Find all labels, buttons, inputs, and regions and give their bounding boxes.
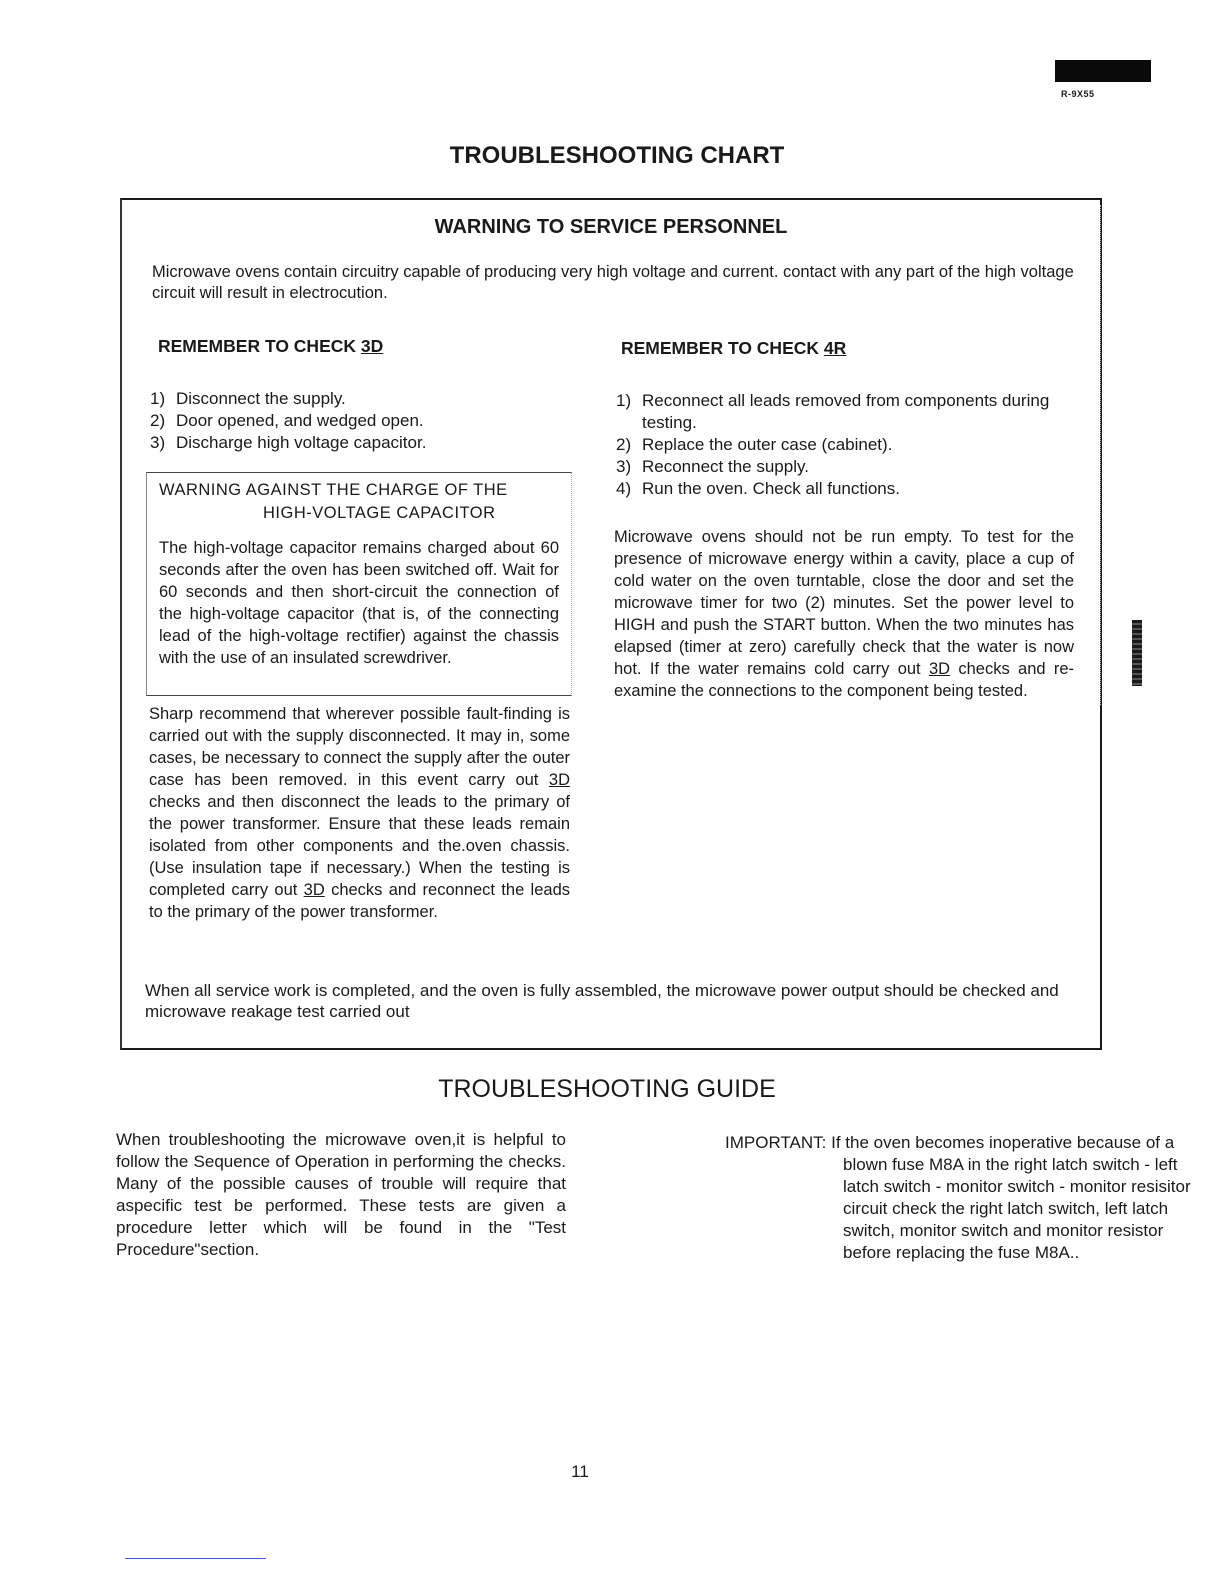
check-4r-steps	[616, 390, 1081, 500]
list-item: 3) Reconnect the supply.	[616, 457, 809, 476]
check-3d-ref: 3D	[928, 660, 951, 678]
final-note: When all service work is completed, and the oven is fully assembled, the microwave power output should be checked and microwave reakage test carried out	[145, 981, 1059, 1021]
capacitor-warning-frame	[146, 472, 572, 696]
water-test-paragraph: Microwave ovens should not be run empty. To test for the presence of microwave energy within a cavity, place a cup of cold water on the oven turntable, close the door and set the microwave timer for two (2) minutes. Set the power level to HIGH and push the START button. When the two minutes has elapsed (timer at zero) carefully check that the water is now hot. If the water remains cold carry out 3D checks and re-examine the connections to the component being tested.	[614, 528, 1075, 700]
list-item: 4) Run the oven. Check all functions.	[616, 479, 900, 498]
warning-title: WARNING TO SERVICE PERSONNEL	[434, 216, 788, 238]
bottom-rule	[125, 1558, 266, 1559]
capacitor-warning-body: The high-voltage capacitor remains charged about 60 seconds after the oven has been switched off. Wait for 60 seconds and then short-circuit the connection of the high-voltage capacitor (that is, of the connecting lead of the high-voltage rectifier) against the chassis with the use of an insulated screwdriver.	[159, 539, 559, 667]
guide-important-note	[725, 1132, 1215, 1264]
important-label: IMPORTANT:	[725, 1133, 827, 1152]
check-3d-ref: 3D	[303, 881, 325, 899]
check-3d-heading: REMEMBER TO CHECK 3D	[158, 336, 384, 356]
list-item: 1) Disconnect the supply.	[150, 389, 346, 408]
check-4r-heading: REMEMBER TO CHECK 4R	[621, 338, 847, 358]
warning-intro: Microwave ovens contain circuitry capable of producing very high voltage and current. contact with any part of the high voltage circuit will result in electrocution.	[152, 263, 1074, 302]
section-tab-mark	[1055, 60, 1151, 82]
important-text: If the oven becomes inoperative because of a blown fuse M8A in the right latch switch - left latch switch - monitor switch - monitor resisitor circuit check the right latch switch, left latch switch, monitor switch and monitor resistor before replacing the fuse M8A..	[831, 1133, 1191, 1262]
capacitor-warning-title: WARNING AGAINST THE CHARGE OF THE HIGH-VOLTAGE CAPACITOR	[159, 481, 508, 522]
model-code: R-9X55	[1061, 89, 1095, 99]
page-number: 11	[571, 1462, 589, 1481]
check-3d-code: 3D	[360, 336, 384, 356]
scan-edge-dots	[1100, 205, 1103, 705]
fault-finding-paragraph: Sharp recommend that wherever possible fault-finding is carried out with the supply disconnected. It may in, some cases, be necessary to connect the supply after the outer case has been removed. in this event carry out 3D checks and then disconnect the leads to the primary of the power transformer. Ensure that these leads remain isolated from other components and the.oven chassis. (Use insulation tape if necessary.) When the testing is completed carry out 3D checks and reconnect the leads to the primary of the power transformer.	[149, 705, 570, 921]
guide-title: TROUBLESHOOTING GUIDE	[438, 1075, 776, 1103]
scan-edge-mark	[1132, 620, 1142, 686]
check-3d-steps	[150, 388, 570, 454]
warning-box	[120, 198, 1102, 1050]
list-item: 2) Replace the outer case (cabinet).	[616, 435, 893, 454]
guide-intro: When troubleshooting the microwave oven,it is helpful to follow the Sequence of Operation in performing the checks. Many of the possible causes of trouble will require that aspecific test be performed. These tests are given a procedure letter which will be found in the "Test Procedure"section.	[116, 1130, 566, 1259]
page-title: TROUBLESHOOTING CHART	[449, 142, 785, 169]
list-item: 3) Discharge high voltage capacitor.	[150, 433, 427, 452]
check-4r-code: 4R	[823, 338, 847, 358]
list-item: 2) Door opened, and wedged open.	[150, 411, 424, 430]
list-item: 1) Reconnect all leads removed from components during testing.	[616, 391, 1050, 432]
check-3d-ref: 3D	[548, 771, 570, 789]
